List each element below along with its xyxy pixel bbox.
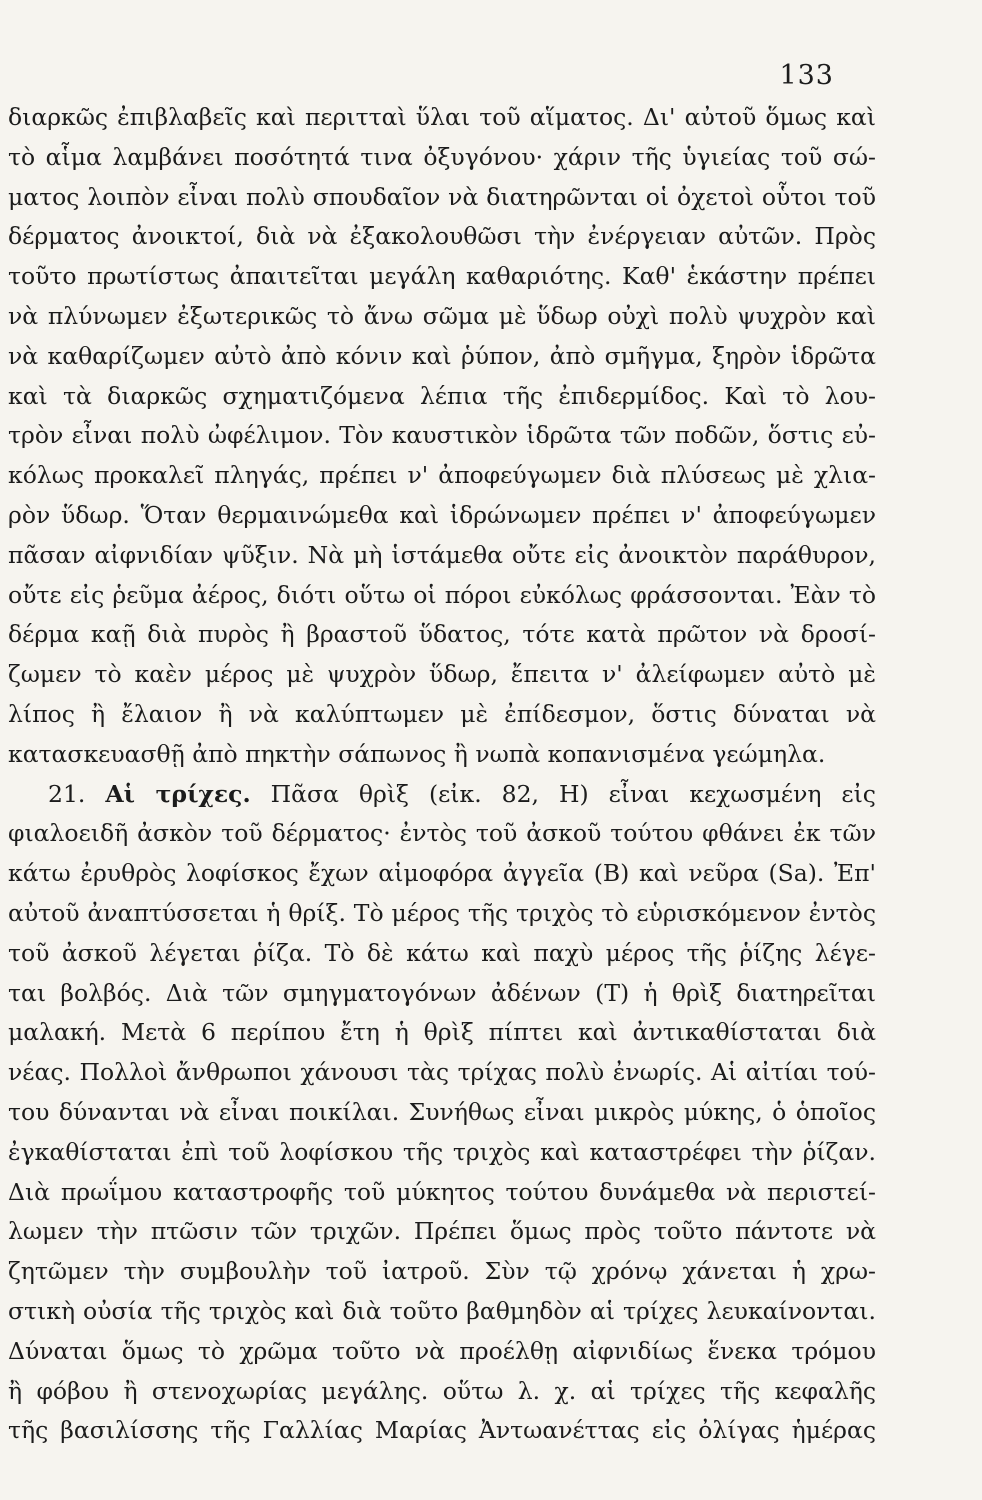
text-line: πᾶσαν αἰφνιδίαν ψῦξιν. Νὰ μὴ ἱστάμεθα οὔτε εἰς ἀνοικτὸν παράθυρον, — [8, 540, 876, 569]
section-first-line-text: Πᾶσα θρὶξ (εἰκ. 82, Η) εἶναι κεχωσμένη εἰς — [270, 779, 876, 808]
text-line: ματος λοιπὸν εἶναι πολὺ σπουδαῖον νὰ διατηρῶνται οἱ ὀχετοὶ οὗτοι τοῦ — [8, 182, 876, 211]
text-line: ἐγκαθίσταται ἐπὶ τοῦ λοφίσκου τῆς τριχὸς καὶ καταστρέφει τὴν ῥίζαν. — [8, 1137, 876, 1166]
text-line: ρὸν ὕδωρ. Ὅταν θερμαινώμεθα καὶ ἱδρώνωμεν πρέπει ν' ἀποφεύγωμεν — [8, 500, 876, 529]
body-text — [8, 98, 876, 1451]
text-line: ται βολβός. Διὰ τῶν σμηγματογόνων ἀδένων (Τ) ἡ θρὶξ διατηρεῖται — [8, 978, 876, 1007]
text-line: κάτω ἐρυθρὸς λοφίσκος ἔχων αἱμοφόρα ἀγγεῖα (Β) καὶ νεῦρα (Sa). Ἐπ' — [8, 859, 876, 888]
text-line: καὶ τὰ διαρκῶς σχηματιζόμενα λέπια τῆς ἐπιδερμίδος. Καὶ τὸ λου- — [8, 381, 876, 410]
text-line: τῆς βασιλίσσης τῆς Γαλλίας Μαρίας Ἀντωανέττας εἰς ὀλίγας ἡμέρας — [8, 1416, 876, 1445]
text-line: φιαλοειδῆ ἀσκὸν τοῦ δέρματος· ἐντὸς τοῦ ἀσκοῦ τούτου φθάνει ἐκ τῶν — [8, 819, 876, 848]
text-line: στικὴ οὐσία τῆς τριχὸς καὶ διὰ τοῦτο βαθμηδὸν αἱ τρίχες λευκαίνονται. — [8, 1296, 876, 1325]
text-line: τοῦτο πρωτίστως ἀπαιτεῖται μεγάλη καθαριότης. Καθ' ἑκάστην πρέπει — [8, 262, 876, 291]
text-line: λίπος ἢ ἔλαιον ἢ νὰ καλύπτωμεν μὲ ἐπίδεσμον, ὅστις δύναται νὰ — [8, 699, 876, 728]
page-number: 133 — [779, 60, 834, 91]
text-line: ζωμεν τὸ καὲν μέρος μὲ ψυχρὸν ὕδωρ, ἔπειτα ν' ἀλείφωμεν αὐτὸ μὲ — [8, 660, 876, 689]
text-line: τρὸν εἶναι πολὺ ὠφέλιμον. Τὸν καυστικὸν ἱδρῶτα τῶν ποδῶν, ὅστις εὐ- — [8, 421, 876, 450]
text-line: νὰ πλύνωμεν ἐξωτερικῶς τὸ ἄνω σῶμα μὲ ὕδωρ οὐχὶ πολὺ ψυχρὸν καὶ — [8, 301, 876, 330]
text-line: του δύνανται νὰ εἶναι ποικίλαι. Συνήθως εἶναι μικρὸς μύκης, ὁ ὁποῖος — [8, 1097, 876, 1126]
text-line: κατασκευασθῇ ἀπὸ πηκτὴν σάπωνος ἢ νωπὰ κοπανισμένα γεώμηλα. — [8, 739, 826, 768]
text-line: νέας. Πολλοὶ ἄνθρωποι χάνουσι τὰς τρίχας πολὺ ἐνωρίς. Αἱ αἰτίαι τού- — [8, 1058, 876, 1087]
text-line: Δύναται ὅμως τὸ χρῶμα τοῦτο νὰ προέλθῃ αἰφνιδίως ἕνεκα τρόμου — [8, 1336, 876, 1365]
text-line: λωμεν τὴν πτῶσιν τῶν τριχῶν. Πρέπει ὅμως πρὸς τοῦτο πάντοτε νὰ — [8, 1217, 876, 1246]
text-line: τὸ αἷμα λαμβάνει ποσότητά τινα ὀξυγόνου· χάριν τῆς ὑγιείας τοῦ σώ- — [8, 142, 876, 171]
text-line: διαρκῶς ἐπιβλαβεῖς καὶ περιτταὶ ὕλαι τοῦ αἵματος. Δι' αὐτοῦ ὅμως καὶ — [8, 103, 876, 131]
section-heading-line — [8, 775, 876, 815]
section-number: 21. — [48, 779, 86, 808]
text-line: μαλακή. Μετὰ 6 περίπου ἔτη ἡ θρὶξ πίπτει καὶ ἀντικαθίσταται διὰ — [8, 1018, 876, 1047]
text-line: νὰ καθαρίζωμεν αὐτὸ ἀπὸ κόνιν καὶ ῥύπον, ἀπὸ σμῆγμα, ξηρὸν ἱδρῶτα — [8, 341, 876, 370]
text-line: οὔτε εἰς ῥεῦμα ἀέρος, διότι οὕτω οἱ πόροι εὐκόλως φράσσονται. Ἐὰν τὸ — [8, 580, 876, 609]
text-line: Διὰ πρωΐμου καταστροφῆς τοῦ μύκητος τούτου δυνάμεθα νὰ περιστεί- — [8, 1177, 876, 1206]
text-line: δέρματος ἀνοικτοί, διὰ νὰ ἐξακολουθῶσι τὴν ἐνέργειαν αὐτῶν. Πρὸς — [8, 222, 876, 251]
text-line: κόλως προκαλεῖ πληγάς, πρέπει ν' ἀποφεύγωμεν διὰ πλύσεως μὲ χλια- — [8, 461, 876, 490]
section-title: Αἱ τρίχες. — [105, 779, 251, 808]
text-line: ἢ φόβου ἢ στενοχωρίας μεγάλης. οὕτω λ. χ. αἱ τρίχες τῆς κεφαλῆς — [8, 1376, 876, 1405]
text-line: τοῦ ἀσκοῦ λέγεται ῥίζα. Τὸ δὲ κάτω καὶ παχὺ μέρος τῆς ῥίζης λέγε- — [8, 938, 876, 967]
text-line: αὐτοῦ ἀναπτύσσεται ἡ θρίξ. Τὸ μέρος τῆς τριχὸς τὸ εὑρισκόμενον ἐντὸς — [8, 898, 876, 927]
text-line: δέρμα καῇ διὰ πυρὸς ἢ βραστοῦ ὕδατος, τότε κατὰ πρῶτον νὰ δροσί- — [8, 620, 876, 649]
text-line: ζητῶμεν τὴν συμβουλὴν τοῦ ἰατροῦ. Σὺν τῷ χρόνῳ χάνεται ἡ χρω- — [8, 1257, 876, 1286]
